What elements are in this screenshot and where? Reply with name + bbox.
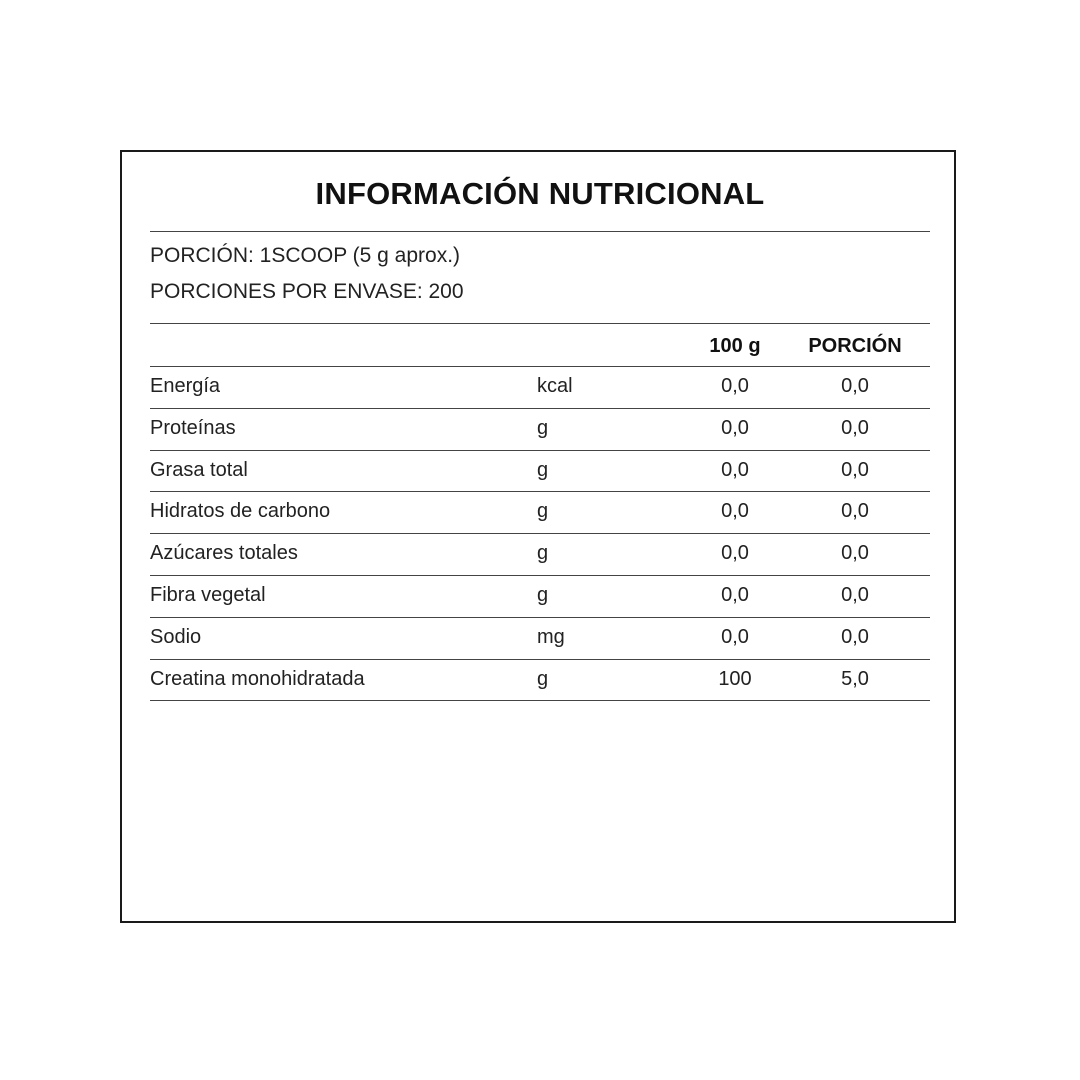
value-per-100g: 0,0 (721, 625, 749, 648)
divider-under-serving (150, 323, 930, 324)
nutrient-name: Fibra vegetal (150, 584, 266, 606)
table-row (150, 450, 930, 491)
table-row (150, 491, 930, 532)
nutrient-unit: g (537, 416, 549, 439)
value-per-portion: 0,0 (841, 625, 869, 648)
value-per-100g: 0,0 (721, 416, 749, 439)
nutrient-name: Grasa total (150, 458, 248, 481)
nutrient-unit: g (537, 500, 549, 523)
table-row (150, 366, 930, 407)
value-per-portion: 0,0 (841, 458, 869, 481)
nutrient-unit: kcal (537, 375, 573, 397)
value-per-portion: 0,0 (841, 416, 869, 439)
table-row (150, 659, 930, 700)
value-per-100g: 100 (718, 667, 752, 690)
row-divider (150, 700, 930, 701)
table-row (150, 617, 930, 658)
table-row (150, 575, 930, 616)
value-per-100g: 0,0 (721, 458, 749, 481)
nutrient-unit: g (537, 667, 549, 690)
nutrient-unit: g (537, 584, 549, 606)
table-row (150, 533, 930, 574)
value-per-100g: 0,0 (721, 584, 749, 606)
value-per-portion: 5,0 (841, 667, 869, 690)
value-per-portion: 0,0 (841, 500, 869, 523)
nutrient-unit: mg (537, 625, 565, 648)
nutrient-name: Creatina monohidratada (150, 667, 365, 690)
value-per-portion: 0,0 (841, 542, 869, 565)
divider-under-title (150, 231, 930, 232)
value-per-100g: 0,0 (721, 375, 749, 397)
value-per-portion: 0,0 (841, 584, 869, 606)
servings-per-container: PORCIONES POR ENVASE: 200 (150, 280, 464, 303)
nutrient-name: Sodio (150, 625, 202, 648)
nutrient-name: Energía (150, 375, 221, 397)
nutrient-unit: g (537, 458, 549, 481)
nutrient-unit: g (537, 542, 549, 565)
column-header-portion: PORCIÓN (808, 335, 902, 357)
table-row (150, 408, 930, 449)
value-per-100g: 0,0 (721, 500, 749, 523)
value-per-portion: 0,0 (841, 375, 869, 397)
nutrient-name: Azúcares totales (150, 542, 298, 565)
column-header-100g: 100 g (709, 335, 761, 357)
nutrient-name: Hidratos de carbono (150, 500, 331, 523)
label-title: INFORMACIÓN NUTRICIONAL (315, 176, 765, 211)
nutrient-name: Proteínas (150, 416, 236, 439)
value-per-100g: 0,0 (721, 542, 749, 565)
serving-size: PORCIÓN: 1SCOOP (5 g aprox.) (150, 244, 461, 267)
